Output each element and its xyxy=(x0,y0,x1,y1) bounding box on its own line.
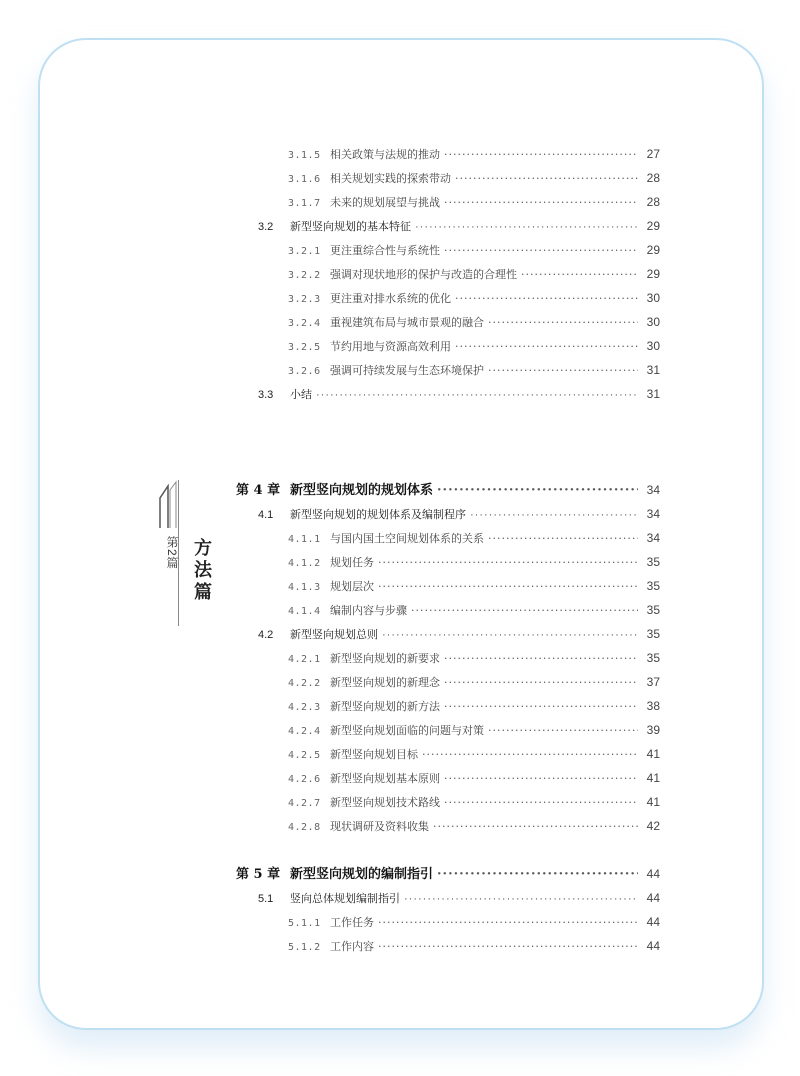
toc-subsection-entry[interactable] xyxy=(288,360,660,380)
toc-title: 新型竖向规划的规划体系 xyxy=(290,483,434,498)
toc-page-number: 44 xyxy=(646,915,660,929)
dot-leader xyxy=(411,601,638,621)
dot-leader xyxy=(444,793,638,813)
toc-page-number: 30 xyxy=(646,339,660,353)
toc-title: 更注重综合性与系统性 xyxy=(330,244,440,257)
dot-leader xyxy=(488,529,638,549)
dot-leader xyxy=(378,913,638,933)
toc-title: 强调对现状地形的保护与改造的合理性 xyxy=(330,268,517,281)
toc-page-number: 30 xyxy=(646,315,660,329)
toc-title: 小结 xyxy=(290,389,312,401)
toc-subsection-entry[interactable] xyxy=(288,528,660,548)
toc-number: 3.2 xyxy=(258,221,274,233)
dot-leader xyxy=(488,313,638,333)
toc-title: 新型竖向规划的新理念 xyxy=(330,676,440,689)
toc-section-entry[interactable] xyxy=(258,888,660,908)
toc-title: 新型竖向规划面临的问题与对策 xyxy=(330,724,484,737)
toc-page-number: 27 xyxy=(646,147,660,161)
toc-page-number: 35 xyxy=(646,579,660,593)
toc-title: 编制内容与步骤 xyxy=(330,604,407,617)
toc-subsection-entry[interactable] xyxy=(288,696,660,716)
toc-title: 新型竖向规划目标 xyxy=(330,748,418,761)
toc-number: 4.1.1 xyxy=(288,534,321,545)
dot-leader xyxy=(437,481,638,501)
toc-number: 4.1.4 xyxy=(288,606,321,617)
dot-leader xyxy=(470,505,638,525)
toc-number: 4.2.7 xyxy=(288,798,321,809)
toc-number: 3.2.1 xyxy=(288,246,321,257)
toc-title: 新型竖向规划的基本特征 xyxy=(290,221,411,233)
toc-number: 3.2.2 xyxy=(288,270,321,281)
dot-leader xyxy=(433,817,638,837)
toc-subsection-entry[interactable] xyxy=(288,576,660,596)
toc-number: 4.2.4 xyxy=(288,726,321,737)
toc-number: 4.2.8 xyxy=(288,822,321,833)
dot-leader xyxy=(444,649,638,669)
toc-subsection-entry[interactable] xyxy=(288,336,660,356)
toc-title: 未来的规划展望与挑战 xyxy=(330,196,440,209)
toc-subsection-entry[interactable] xyxy=(288,768,660,788)
toc-number: 5.1 xyxy=(258,893,274,905)
toc-title: 规划层次 xyxy=(330,580,374,593)
toc-title: 新型竖向规划总则 xyxy=(290,629,378,641)
toc-section-entry[interactable] xyxy=(258,216,660,236)
toc-title: 新型竖向规划的编制指引 xyxy=(290,867,434,882)
dot-leader xyxy=(444,145,638,165)
toc-title: 工作内容 xyxy=(330,940,374,953)
toc-page-number: 29 xyxy=(646,267,660,281)
toc-title: 新型竖向规划基本原则 xyxy=(330,772,440,785)
part-number-label: 第2篇 xyxy=(165,536,179,570)
toc-title: 更注重对排水系统的优化 xyxy=(330,292,451,305)
dot-leader xyxy=(415,217,638,237)
toc-number: 4.2.1 xyxy=(288,654,321,665)
toc-title: 规划任务 xyxy=(330,556,374,569)
toc-section-entry[interactable] xyxy=(258,504,660,524)
toc-number: 4.1.2 xyxy=(288,558,321,569)
toc-page-number: 29 xyxy=(646,243,660,257)
toc-title: 竖向总体规划编制指引 xyxy=(290,893,400,905)
dot-leader xyxy=(382,625,638,645)
toc-number: 4.2 xyxy=(258,629,274,641)
toc-number: 3.2.4 xyxy=(288,318,321,329)
toc-title: 新型竖向规划的新方法 xyxy=(330,700,440,713)
toc-page-number: 42 xyxy=(646,819,660,833)
toc-subsection-entry[interactable] xyxy=(288,792,660,812)
toc-page-number: 37 xyxy=(646,675,660,689)
toc-page-number: 31 xyxy=(646,363,660,377)
toc-page-number: 34 xyxy=(646,483,660,497)
toc-subsection-entry[interactable] xyxy=(288,552,660,572)
dot-leader xyxy=(444,241,638,261)
toc-page-number: 44 xyxy=(646,891,660,905)
toc-title: 现状调研及资料收集 xyxy=(330,820,429,833)
toc-page-number: 41 xyxy=(646,747,660,761)
toc-page-number: 41 xyxy=(646,771,660,785)
toc-page-number: 28 xyxy=(646,195,660,209)
dot-leader xyxy=(422,745,638,765)
toc-title: 相关规划实践的探索带动 xyxy=(330,172,451,185)
toc-chapter-entry[interactable] xyxy=(236,480,660,500)
toc-number: 4.2.3 xyxy=(288,702,321,713)
dot-leader xyxy=(444,697,638,717)
dot-leader xyxy=(444,769,638,789)
toc-page-number: 31 xyxy=(646,387,660,401)
toc-number: 4.2.6 xyxy=(288,774,321,785)
dot-leader xyxy=(378,553,638,573)
toc-number: 3.1.6 xyxy=(288,174,321,185)
toc-title: 重视建筑布局与城市景观的融合 xyxy=(330,316,484,329)
toc-title: 节约用地与资源高效利用 xyxy=(330,340,451,353)
toc-number: 第 4 章 xyxy=(236,483,281,498)
dot-leader xyxy=(378,577,638,597)
dot-leader xyxy=(437,865,638,885)
toc-title: 与国内国土空间规划体系的关系 xyxy=(330,532,484,545)
toc-subsection-entry[interactable] xyxy=(288,168,660,188)
dot-leader xyxy=(404,889,638,909)
toc-number: 3.1.5 xyxy=(288,150,321,161)
toc-page-number: 35 xyxy=(646,555,660,569)
toc-subsection-entry[interactable] xyxy=(288,264,660,284)
toc-number: 3.2.3 xyxy=(288,294,321,305)
toc-page-number: 38 xyxy=(646,699,660,713)
toc-section-entry[interactable] xyxy=(258,384,660,404)
toc-title: 工作任务 xyxy=(330,916,374,929)
toc-title: 新型竖向规划的规划体系及编制程序 xyxy=(290,509,466,521)
dot-leader xyxy=(455,289,638,309)
part-title: 方法篇 xyxy=(191,538,212,604)
dot-leader xyxy=(455,169,638,189)
toc-number: 3.3 xyxy=(258,389,274,401)
toc-subsection-entry[interactable] xyxy=(288,192,660,212)
toc-number: 4.1.3 xyxy=(288,582,321,593)
toc-number: 4.1 xyxy=(258,509,274,521)
toc-number: 第 5 章 xyxy=(236,867,281,882)
dot-leader xyxy=(488,361,638,381)
dot-leader xyxy=(444,673,638,693)
toc-page-number: 41 xyxy=(646,795,660,809)
toc-chapter-entry[interactable] xyxy=(236,864,660,884)
toc-subsection-entry[interactable] xyxy=(288,144,660,164)
toc-number: 3.2.5 xyxy=(288,342,321,353)
toc-subsection-entry[interactable] xyxy=(288,648,660,668)
toc-page-number: 35 xyxy=(646,603,660,617)
toc-page-number: 30 xyxy=(646,291,660,305)
dot-leader xyxy=(378,937,638,957)
toc-subsection-entry[interactable] xyxy=(288,672,660,692)
toc-number: 3.2.6 xyxy=(288,366,321,377)
toc-number: 5.1.2 xyxy=(288,942,321,953)
toc-subsection-entry[interactable] xyxy=(288,744,660,764)
dot-leader xyxy=(521,265,638,285)
toc-subsection-entry[interactable] xyxy=(288,912,660,932)
toc-page-number: 29 xyxy=(646,219,660,233)
toc-section-entry[interactable] xyxy=(258,624,660,644)
toc-title: 强调可持续发展与生态环境保护 xyxy=(330,364,484,377)
dot-leader xyxy=(316,385,638,405)
toc-page-number: 35 xyxy=(646,627,660,641)
toc-subsection-entry[interactable] xyxy=(288,936,660,956)
toc-number: 5.1.1 xyxy=(288,918,321,929)
toc-number: 4.2.2 xyxy=(288,678,321,689)
toc-subsection-entry[interactable] xyxy=(288,600,660,620)
toc-title: 新型竖向规划的新要求 xyxy=(330,652,440,665)
dot-leader xyxy=(488,721,638,741)
toc-page-number: 28 xyxy=(646,171,660,185)
toc-number: 4.2.5 xyxy=(288,750,321,761)
toc-page-number: 35 xyxy=(646,651,660,665)
toc-page-number: 44 xyxy=(646,939,660,953)
toc-page-number: 44 xyxy=(646,867,660,881)
toc-title: 新型竖向规划技术路线 xyxy=(330,796,440,809)
toc-number: 3.1.7 xyxy=(288,198,321,209)
toc-subsection-entry[interactable] xyxy=(288,240,660,260)
toc-page-number: 39 xyxy=(646,723,660,737)
toc-subsection-entry[interactable] xyxy=(288,720,660,740)
toc-subsection-entry[interactable] xyxy=(288,312,660,332)
toc-page-number: 34 xyxy=(646,531,660,545)
toc-title: 相关政策与法规的推动 xyxy=(330,148,440,161)
toc-page-number: 34 xyxy=(646,507,660,521)
dot-leader xyxy=(444,193,638,213)
toc-subsection-entry[interactable] xyxy=(288,288,660,308)
toc-subsection-entry[interactable] xyxy=(288,816,660,836)
dot-leader xyxy=(455,337,638,357)
